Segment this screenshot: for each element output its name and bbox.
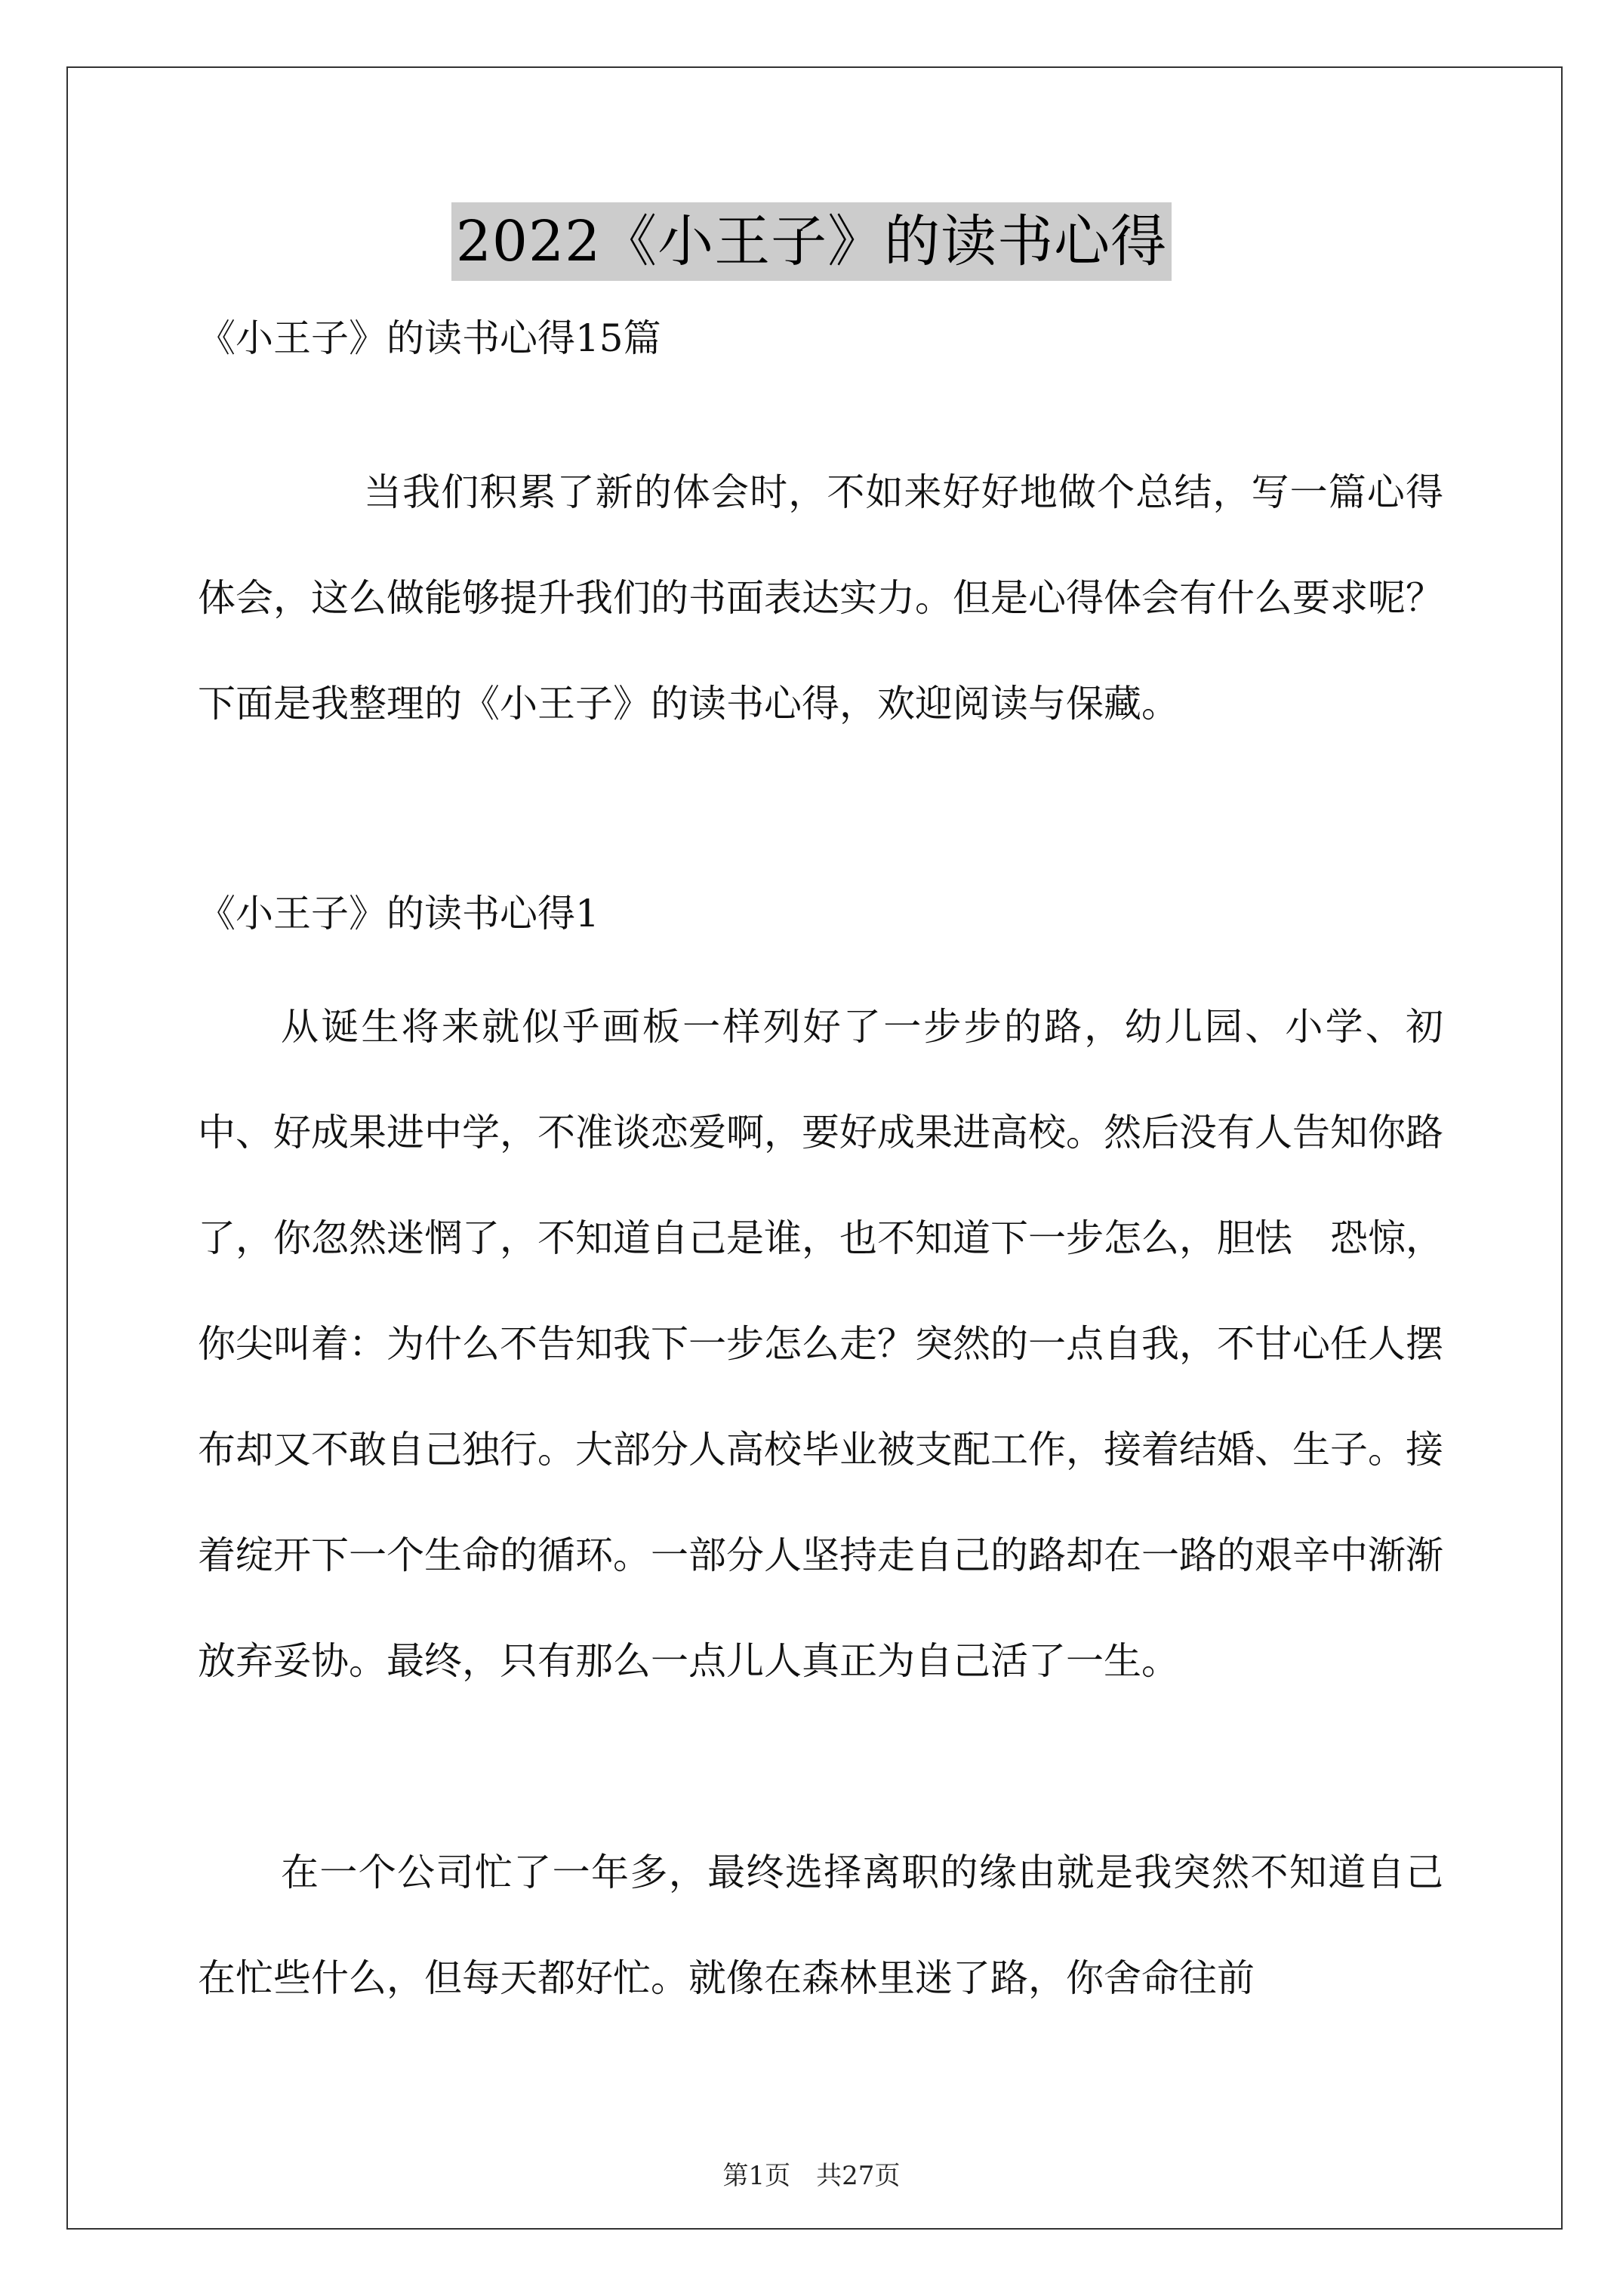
section-heading: 《小王子》的读书心得1	[198, 892, 599, 935]
page-footer: 第1页 共27页	[722, 2161, 901, 2191]
title-container	[0, 202, 1623, 281]
document-title: 2022《小王子》的读书心得	[451, 202, 1172, 281]
body-paragraph-1: 从诞生将来就似乎画板一样列好了一步步的路，幼儿园、小学、初中、好成果进中学，不准谈恋爱啊，要好成果进高校。然后没有人告知你路了，你忽然迷惘了，不知道自己是谁，也不知道下一步怎么，胆怯 恐惊，你尖叫着：为什么不告知我下一步怎么走？突然的一点自我，不甘心任人摆布却又不敢自己独行。大部分人高校毕业被支配工作，接着结婚、生子。接着绽开下一个生命的循环。一部分人坚持走自己的路却在一路的艰辛中渐渐放弃妥协。最终，只有那么一点儿人真正为自己活了一生。	[198, 1005, 1443, 1683]
body-paragraph-2: 在一个公司忙了一年多，最终选择离职的缘由就是我突然不知道自己在忙些什么，但每天都好忙。就像在森林里迷了路，你舍命往前	[198, 1851, 1443, 2000]
intro-paragraph: 当我们积累了新的体会时，不如来好好地做个总结，写一篇心得体会，这么做能够提升我们的书面表达实力。但是心得体会有什么要求呢？下面是我整理的《小王子》的读书心得，欢迎阅读与保藏。	[198, 470, 1443, 726]
document-subtitle: 《小王子》的读书心得15篇	[198, 316, 661, 360]
